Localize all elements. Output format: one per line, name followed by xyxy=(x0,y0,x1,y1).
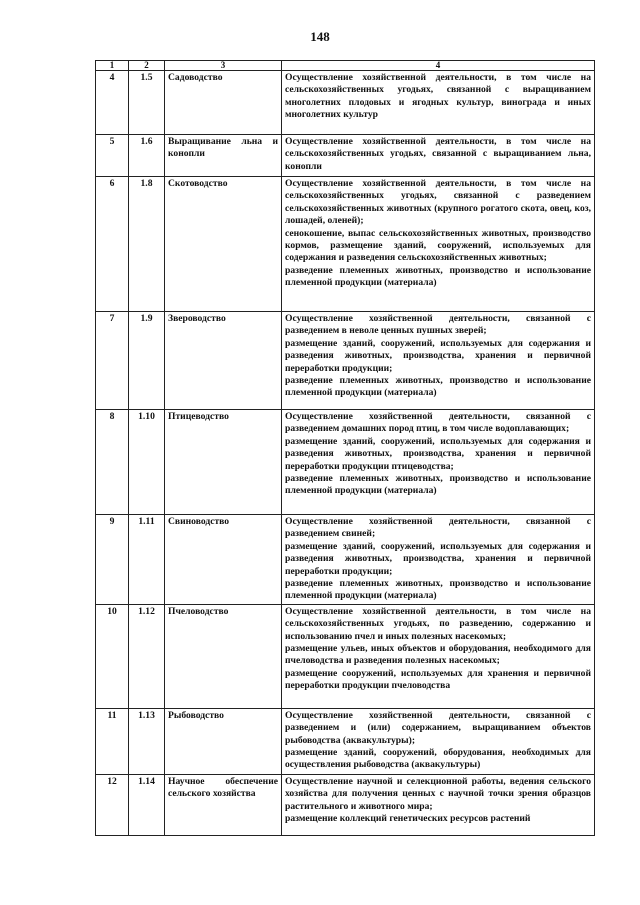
description-paragraph: размещение сооружений, используемых для хранения и первичной переработки продукции пчеловодства xyxy=(285,667,591,692)
activity-description xyxy=(282,135,595,177)
activity-name: Садоводство xyxy=(165,71,282,135)
description-paragraph: размещение зданий, сооружений, оборудования, необходимых для осуществления рыбоводства (аквакультуры) xyxy=(285,747,591,771)
table-header-row xyxy=(96,61,595,71)
activity-name: Научное обеспечение сельского хозяйства xyxy=(165,774,282,835)
activity-code: 1.10 xyxy=(129,410,165,515)
row-number: 7 xyxy=(96,312,129,410)
description-paragraph: размещение зданий, сооружений, используемых для содержания и разведения животных, производства, хранения и первичной переработки продукции; xyxy=(285,540,591,577)
activity-description xyxy=(282,312,595,410)
description-paragraph: размещение коллекций генетических ресурсов растений xyxy=(285,813,531,825)
description-paragraph: Осуществление хозяйственной деятельности, в том числе на сельскохозяйственных угодьях, связанной с разведением сельскохозяйственных животных (крупного рогатого скота, овец, коз, лошадей, оленей); xyxy=(285,178,591,227)
activity-code: 1.12 xyxy=(129,604,165,708)
activity-code: 1.9 xyxy=(129,312,165,410)
description-paragraph: размещение зданий, сооружений, используемых для содержания и разведения животных, производства, хранения и первичной переработки продукции птицеводства; xyxy=(285,435,591,472)
description-paragraph: разведение племенных животных, производство и использование племенной продукции (материала) xyxy=(285,375,591,399)
page-number: 148 xyxy=(310,29,330,44)
description-paragraph: разведение племенных животных, производство и использование племенной продукции (материала) xyxy=(285,264,591,289)
header-col-4: 4 xyxy=(282,61,595,71)
activity-code: 1.8 xyxy=(129,177,165,312)
table-row xyxy=(96,708,595,774)
description-paragraph: Осуществление хозяйственной деятельности, в том числе на сельскохозяйственных угодьях, связанной с выращиванием многолетних плодовых и ягодных культур, винограда и иных многолетних культур xyxy=(285,72,591,121)
table-row xyxy=(96,774,595,835)
header-col-3: 3 xyxy=(165,61,282,71)
row-number: 5 xyxy=(96,135,129,177)
activity-description xyxy=(282,774,595,835)
table-row xyxy=(96,515,595,605)
header-col-2: 2 xyxy=(129,61,165,71)
activity-name: Скотоводство xyxy=(165,177,282,312)
activity-name: Звероводство xyxy=(165,312,282,410)
activity-code: 1.13 xyxy=(129,708,165,774)
activity-description xyxy=(282,410,595,515)
activity-description xyxy=(282,604,595,708)
description-paragraph: сенокошение, выпас сельскохозяйственных животных, производство кормов, размещение зданий, сооружений, используемых для содержания и разведения сельскохозяйственных животных; xyxy=(285,227,591,264)
row-number: 11 xyxy=(96,708,129,774)
row-number: 6 xyxy=(96,177,129,312)
row-number: 12 xyxy=(96,774,129,835)
activity-name: Рыбоводство xyxy=(165,708,282,774)
table-row xyxy=(96,135,595,177)
activity-code: 1.14 xyxy=(129,774,165,835)
table-body xyxy=(96,71,595,836)
description-paragraph: Осуществление хозяйственной деятельности, в том числе на сельскохозяйственных угодьях, связанной с выращиванием льна, конопли xyxy=(285,136,591,172)
row-number: 8 xyxy=(96,410,129,515)
description-paragraph: Осуществление хозяйственной деятельности, связанной с разведением домашних пород птиц, в том числе водоплавающих; xyxy=(285,411,591,435)
row-number: 10 xyxy=(96,604,129,708)
land-use-table xyxy=(95,60,595,836)
activity-name: Свиноводство xyxy=(165,515,282,605)
activity-code: 1.5 xyxy=(129,71,165,135)
row-number: 4 xyxy=(96,71,129,135)
description-paragraph: Осуществление хозяйственной деятельности, связанной с разведением в неволе ценных пушных зверей; xyxy=(285,313,591,337)
table-row xyxy=(96,71,595,135)
activity-description xyxy=(282,515,595,605)
table-row xyxy=(96,410,595,515)
table-row xyxy=(96,312,595,410)
activity-description xyxy=(282,71,595,135)
activity-code: 1.11 xyxy=(129,515,165,605)
table-row xyxy=(96,177,595,312)
activity-description xyxy=(282,177,595,312)
description-paragraph: размещение ульев, иных объектов и оборудования, необходимого для пчеловодства и разведения полезных насекомых; xyxy=(285,643,591,667)
activity-name: Выращивание льна и конопли xyxy=(165,135,282,177)
table-row xyxy=(96,604,595,708)
activity-name: Пчеловодство xyxy=(165,604,282,708)
activity-name: Птицеводство xyxy=(165,410,282,515)
header-col-1: 1 xyxy=(96,61,129,71)
description-paragraph: Осуществление хозяйственной деятельности, в том числе на сельскохозяйственных угодьях, по разведению, содержанию и использованию пчел и иных полезных насекомых; xyxy=(285,605,591,642)
description-paragraph: Осуществление хозяйственной деятельности, связанной с разведением свиней; xyxy=(285,516,591,540)
description-paragraph: размещение зданий, сооружений, используемых для содержания и разведения животных, производства, хранения и первичной переработки продукции; xyxy=(285,337,591,374)
row-number: 9 xyxy=(96,515,129,605)
activity-description xyxy=(282,708,595,774)
description-paragraph: Осуществление хозяйственной деятельности, связанной с разведением и (или) содержанием, выращиванием объектов рыбоводства (аквакультуры); xyxy=(285,709,591,746)
description-paragraph: разведение племенных животных, производство и использование племенной продукции (материала) xyxy=(285,473,591,497)
description-paragraph: Осуществление научной и селекционной работы, ведения сельского хозяйства для получения ценных с научной точки зрения образцов растительного и животного мира; xyxy=(285,775,591,812)
activity-code: 1.6 xyxy=(129,135,165,177)
description-paragraph: разведение племенных животных, производство и использование племенной продукции (материала) xyxy=(285,578,591,602)
